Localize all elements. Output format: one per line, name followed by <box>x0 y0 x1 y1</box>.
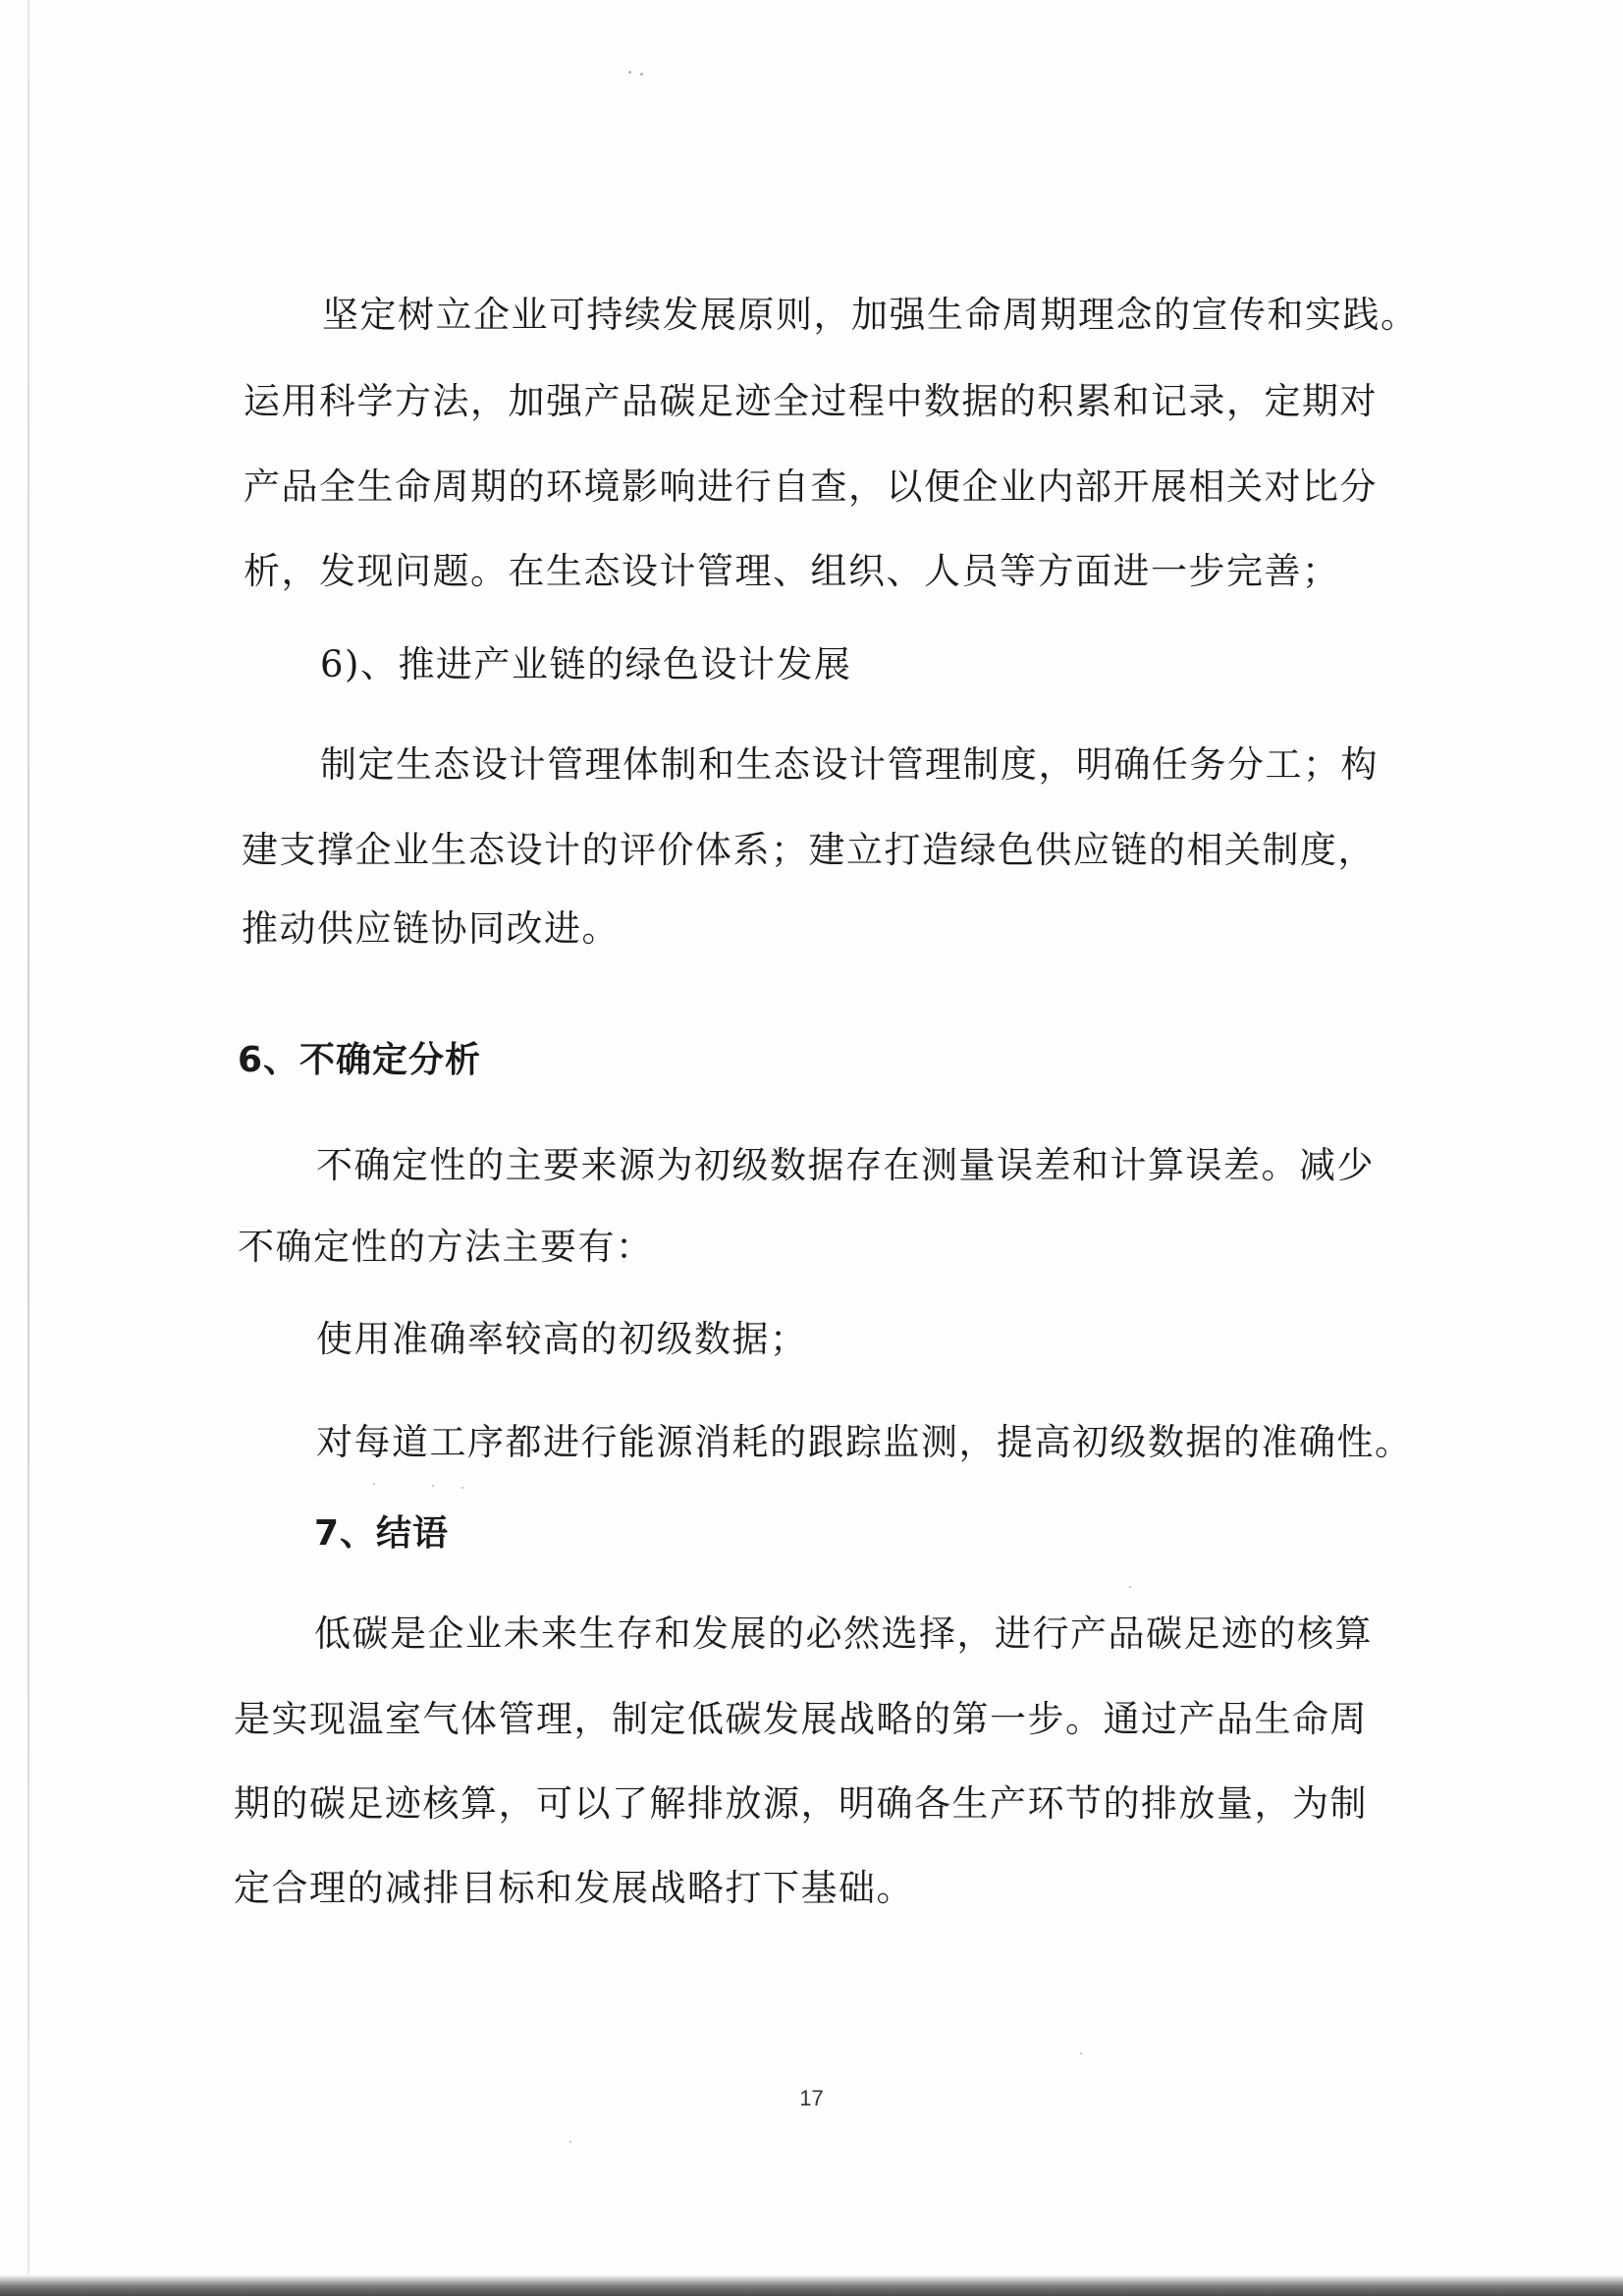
paragraph-conclusion-line-4: 定合理的减排目标和发展战略打下基础。 <box>234 1867 914 1909</box>
paragraph-conclusion-line-2: 是实现温室气体管理，制定低碳发展战略的第一步。通过产品生命周 <box>234 1698 1368 1740</box>
item-6-title: 6)、推进产业链的绿色设计发展 <box>320 643 852 685</box>
scan-speck <box>640 73 643 76</box>
paragraph-supply-chain-line-2: 建支撑企业生态设计的评价体系；建立打造绿色供应链的相关制度， <box>242 829 1376 871</box>
page-number: 17 <box>799 2086 824 2110</box>
scan-speck <box>461 1487 463 1489</box>
paragraph-sustainable-line-1: 坚定树立企业可持续发展原则，加强生命周期理念的宣传和实践。 <box>322 294 1419 336</box>
section-7-heading: 7、结语 <box>314 1513 450 1554</box>
paragraph-uncertainty-line-1: 不确定性的主要来源为初级数据存在测量误差和计算误差。减少 <box>316 1144 1375 1186</box>
paragraph-sustainable-line-3: 产品全生命周期的环境影响进行自查，以便企业内部开展相关对比分 <box>243 465 1378 508</box>
method-2: 对每道工序都进行能源消耗的跟踪监测，提高初级数据的准确性。 <box>316 1421 1413 1463</box>
scan-speck <box>628 71 631 74</box>
scan-speck <box>373 1483 375 1485</box>
paragraph-supply-chain-line-1: 制定生态设计管理体制和生态设计管理制度，明确任务分工；构 <box>320 743 1379 786</box>
paragraph-sustainable-line-2: 运用科学方法，加强产品碳足迹全过程中数据的积累和记录，定期对 <box>243 380 1378 422</box>
scan-edge-bottom <box>0 2274 1623 2296</box>
paragraph-supply-chain-line-3: 推动供应链协同改进。 <box>242 907 620 950</box>
scan-speck <box>1080 2052 1082 2054</box>
paragraph-sustainable-line-4: 析，发现问题。在生态设计管理、组织、人员等方面进一步完善； <box>243 550 1340 592</box>
paragraph-conclusion-line-3: 期的碳足迹核算，可以了解排放源，明确各生产环节的排放量，为制 <box>234 1782 1368 1825</box>
section-6-heading: 6、不确定分析 <box>238 1040 482 1080</box>
paragraph-conclusion-line-1: 低碳是企业未来生存和发展的必然选择，进行产品碳足迹的核算 <box>314 1613 1373 1655</box>
paragraph-uncertainty-line-2: 不确定性的方法主要有： <box>238 1226 654 1268</box>
scan-speck <box>1129 1586 1131 1588</box>
scan-edge-left <box>27 0 29 2296</box>
method-1: 使用准确率较高的初级数据； <box>316 1318 808 1360</box>
scan-speck <box>569 2141 571 2143</box>
scan-speck <box>432 1485 434 1487</box>
